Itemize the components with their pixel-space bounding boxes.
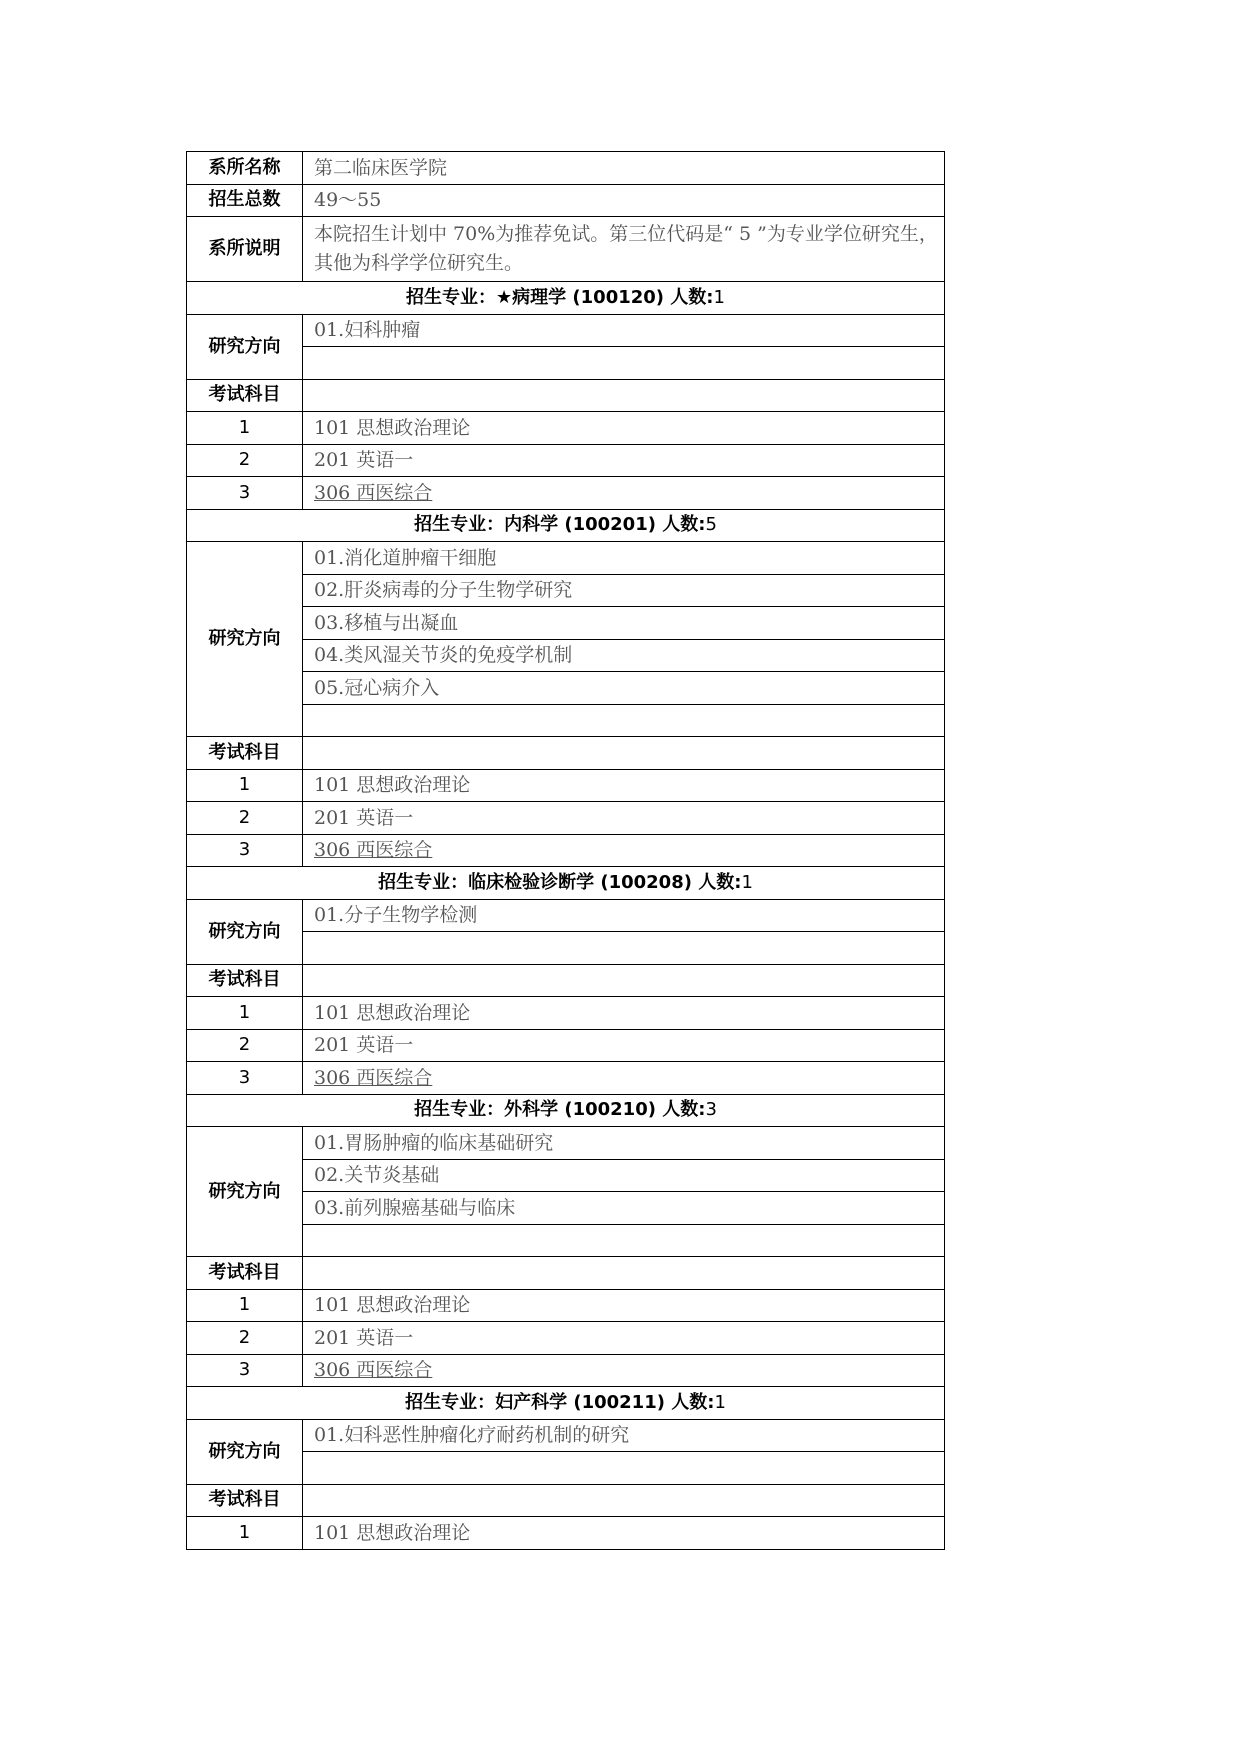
exam-row <box>187 997 945 1030</box>
exam-subject: 201 英语一 <box>314 806 414 829</box>
exams-empty-cell <box>303 737 945 770</box>
exam-subject-cell <box>303 1062 945 1095</box>
exam-row <box>187 802 945 835</box>
exam-subject: 201 英语一 <box>314 1326 414 1349</box>
major-heading-text: 招生专业：妇产科学 (100211) 人数: <box>405 1391 715 1413</box>
exam-row <box>187 1517 945 1550</box>
desc-value: 本院招生计划中 70%为推荐免试。第三位代码是“ 5 ”为专业学位研究生，其他为科学学位研究生。 <box>303 217 945 282</box>
exams-header-row <box>187 1257 945 1290</box>
direction-item: 02.关节炎基础 <box>303 1159 945 1192</box>
major-heading <box>187 282 945 315</box>
direction-row <box>187 1419 945 1452</box>
exam-number: 1 <box>187 997 303 1030</box>
major-count: 1 <box>714 1391 726 1413</box>
exam-number: 3 <box>187 1062 303 1095</box>
major-heading <box>187 1094 945 1127</box>
exam-number: 2 <box>187 444 303 477</box>
exam-number: 3 <box>187 834 303 867</box>
exams-header-row <box>187 1484 945 1517</box>
direction-item: 02.肝炎病毒的分子生物学研究 <box>303 574 945 607</box>
directions-label: 研究方向 <box>187 314 303 379</box>
direction-item: 01.胃肠肿瘤的临床基础研究 <box>303 1127 945 1160</box>
exams-header-row <box>187 964 945 997</box>
exam-number: 2 <box>187 1029 303 1062</box>
exam-subject-cell <box>303 1517 945 1550</box>
exams-empty-cell <box>303 1257 945 1290</box>
direction-empty-cell <box>303 1452 945 1485</box>
direction-row <box>187 899 945 932</box>
dept-name-value: 第二临床医学院 <box>303 152 945 185</box>
exam-subject: 101 思想政治理论 <box>314 416 471 439</box>
directions-label: 研究方向 <box>187 1127 303 1257</box>
exam-row <box>187 834 945 867</box>
dept-name-label: 系所名称 <box>187 152 303 185</box>
exam-subject-cell <box>303 477 945 510</box>
direction-item: 03.前列腺癌基础与临床 <box>303 1192 945 1225</box>
exam-subject-link[interactable]: 306 西医综合 <box>314 481 433 504</box>
exam-subject-cell <box>303 1322 945 1355</box>
desc-row <box>187 217 945 282</box>
exam-row <box>187 477 945 510</box>
exams-header-row <box>187 379 945 412</box>
admissions-table <box>186 151 945 1550</box>
exams-label: 考试科目 <box>187 964 303 997</box>
total-row <box>187 184 945 217</box>
directions-label: 研究方向 <box>187 899 303 964</box>
major-heading-text: 招生专业：临床检验诊断学 (100208) 人数: <box>378 871 742 893</box>
exam-subject-cell <box>303 802 945 835</box>
admissions-document <box>186 151 944 1550</box>
exams-empty-cell <box>303 964 945 997</box>
major-heading <box>187 867 945 900</box>
major-count: 1 <box>741 871 753 893</box>
exam-number: 1 <box>187 1517 303 1550</box>
exam-row <box>187 412 945 445</box>
direction-empty-cell <box>303 347 945 380</box>
direction-item: 05.冠心病介入 <box>303 672 945 705</box>
exam-row <box>187 444 945 477</box>
exam-subject: 201 英语一 <box>314 449 414 472</box>
exam-subject-cell <box>303 1354 945 1387</box>
major-count: 5 <box>705 514 717 536</box>
major-heading-row <box>187 282 945 315</box>
direction-row <box>187 542 945 575</box>
exams-label: 考试科目 <box>187 379 303 412</box>
exam-subject-link[interactable]: 306 西医综合 <box>314 1359 433 1382</box>
total-label: 招生总数 <box>187 184 303 217</box>
exam-number: 2 <box>187 802 303 835</box>
major-heading-text: 招生专业：内科学 (100201) 人数: <box>414 514 706 536</box>
major-heading-text: 招生专业：★病理学 (100120) 人数: <box>406 286 714 308</box>
direction-item: 01.消化道肿瘤干细胞 <box>303 542 945 575</box>
exam-number: 1 <box>187 769 303 802</box>
exam-number: 1 <box>187 412 303 445</box>
exam-number: 3 <box>187 1354 303 1387</box>
exams-label: 考试科目 <box>187 1484 303 1517</box>
direction-empty-cell <box>303 1224 945 1257</box>
exams-empty-cell <box>303 1484 945 1517</box>
exams-label: 考试科目 <box>187 1257 303 1290</box>
exam-row <box>187 1029 945 1062</box>
exam-row <box>187 1354 945 1387</box>
exam-subject-cell <box>303 769 945 802</box>
directions-label: 研究方向 <box>187 1419 303 1484</box>
total-value: 49～55 <box>303 184 945 217</box>
exam-subject-cell <box>303 444 945 477</box>
major-count: 3 <box>705 1099 717 1121</box>
exam-subject-link[interactable]: 306 西医综合 <box>314 839 433 862</box>
exams-label: 考试科目 <box>187 737 303 770</box>
exam-row <box>187 1322 945 1355</box>
direction-row <box>187 314 945 347</box>
direction-row <box>187 1127 945 1160</box>
major-heading-row <box>187 509 945 542</box>
direction-item: 01.妇科肿瘤 <box>303 314 945 347</box>
exam-row <box>187 1062 945 1095</box>
exam-subject: 101 思想政治理论 <box>314 1521 471 1544</box>
exams-header-row <box>187 737 945 770</box>
exam-subject-cell <box>303 997 945 1030</box>
major-heading-row <box>187 1387 945 1420</box>
exam-subject: 101 思想政治理论 <box>314 774 471 797</box>
direction-item: 04.类风湿关节炎的免疫学机制 <box>303 639 945 672</box>
major-heading-row <box>187 1094 945 1127</box>
exam-subject-cell <box>303 1289 945 1322</box>
exam-subject: 101 思想政治理论 <box>314 1294 471 1317</box>
desc-label: 系所说明 <box>187 217 303 282</box>
exam-subject-cell <box>303 412 945 445</box>
exam-subject-cell <box>303 1029 945 1062</box>
exam-subject-link[interactable]: 306 西医综合 <box>314 1066 433 1089</box>
major-heading <box>187 1387 945 1420</box>
exam-row <box>187 769 945 802</box>
exam-row <box>187 1289 945 1322</box>
exam-subject: 201 英语一 <box>314 1034 414 1057</box>
major-heading <box>187 509 945 542</box>
direction-empty-cell <box>303 932 945 965</box>
direction-item: 01.妇科恶性肿瘤化疗耐药机制的研究 <box>303 1419 945 1452</box>
dept-name-row <box>187 152 945 185</box>
exam-number: 3 <box>187 477 303 510</box>
exams-empty-cell <box>303 379 945 412</box>
exam-number: 2 <box>187 1322 303 1355</box>
exam-number: 1 <box>187 1289 303 1322</box>
direction-item: 01.分子生物学检测 <box>303 899 945 932</box>
major-heading-row <box>187 867 945 900</box>
direction-item: 03.移植与出凝血 <box>303 607 945 640</box>
major-heading-text: 招生专业：外科学 (100210) 人数: <box>414 1099 706 1121</box>
major-count: 1 <box>713 286 725 308</box>
exam-subject: 101 思想政治理论 <box>314 1001 471 1024</box>
direction-empty-cell <box>303 704 945 737</box>
exam-subject-cell <box>303 834 945 867</box>
directions-label: 研究方向 <box>187 542 303 737</box>
